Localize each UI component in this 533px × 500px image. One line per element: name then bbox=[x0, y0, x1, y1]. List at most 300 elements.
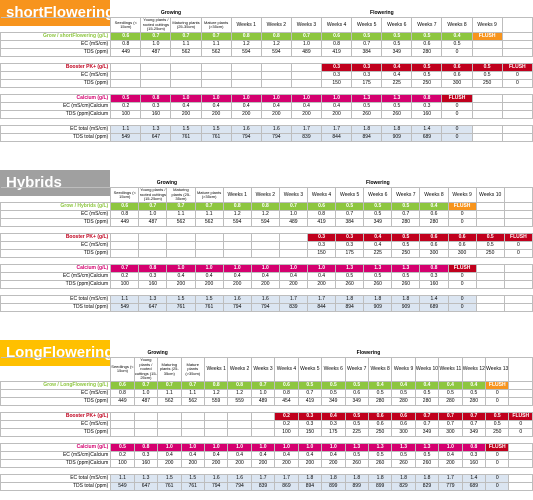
tds2-value bbox=[158, 428, 181, 436]
ect-value: 1.6 bbox=[204, 474, 227, 482]
tdst-value: 647 bbox=[134, 482, 157, 490]
tdst-value: 899 bbox=[345, 482, 368, 490]
calcium-value: 0.8 bbox=[462, 443, 485, 451]
ec3-value bbox=[472, 103, 502, 111]
blank bbox=[1, 180, 111, 188]
grow-value bbox=[476, 203, 504, 211]
booster-value: 0.4 bbox=[364, 234, 392, 242]
week-header: Weeks 10 bbox=[476, 188, 504, 203]
grow-value: 0.4 bbox=[415, 381, 438, 389]
tds1-value: 384 bbox=[352, 49, 382, 57]
ec2-value: 0.3 bbox=[336, 242, 364, 250]
tds2-label: TDS (ppm) bbox=[1, 80, 111, 88]
ect-value: 1.6 bbox=[228, 474, 251, 482]
booster-value: 0.3 bbox=[322, 64, 352, 72]
grow-value: 0.7 bbox=[139, 203, 167, 211]
grow-label: Grow / shortFlowering (g/L) bbox=[1, 33, 111, 41]
ec3-value bbox=[504, 273, 532, 281]
calcium-value: 1.0 bbox=[223, 265, 251, 273]
calcium-value: 1.3 bbox=[336, 265, 364, 273]
ect-label: EC total (mS/cm) bbox=[1, 296, 111, 304]
tds2-value: 300 bbox=[392, 428, 415, 436]
ec2-value: 0 bbox=[504, 242, 532, 250]
ec3-value: 0.4 bbox=[275, 451, 298, 459]
booster-value: 0.6 bbox=[448, 234, 476, 242]
tds3-value: 200 bbox=[307, 281, 335, 289]
tds1-value: 562 bbox=[201, 49, 231, 57]
stage-header: Seedlings (< 15cm) bbox=[111, 358, 134, 382]
tds3-value: 200 bbox=[158, 459, 181, 467]
week-header: Weeks 6 bbox=[322, 358, 345, 382]
ec1-value: 1.0 bbox=[251, 389, 274, 397]
tds1-value: 559 bbox=[204, 397, 227, 405]
ec1-value: 0.6 bbox=[345, 389, 368, 397]
tds1-value: 489 bbox=[291, 49, 321, 57]
tds3-value: 100 bbox=[111, 111, 141, 119]
tdst-value: 0 bbox=[442, 134, 472, 142]
calcium-value: 0.8 bbox=[412, 95, 442, 103]
tds3-value: 200 bbox=[261, 111, 291, 119]
tds3-value: 160 bbox=[420, 281, 448, 289]
ec2-value: 0.3 bbox=[307, 242, 335, 250]
ec2-value: 0.7 bbox=[415, 420, 438, 428]
tds2-value: 150 bbox=[322, 80, 352, 88]
tds1-value: 349 bbox=[382, 49, 412, 57]
booster-value: 0.6 bbox=[420, 234, 448, 242]
tds2-value bbox=[261, 80, 291, 88]
tds3-value: 200 bbox=[298, 459, 321, 467]
ec1-value: 0.6 bbox=[420, 211, 448, 219]
ec3-value bbox=[502, 103, 532, 111]
ec3-value: 0.4 bbox=[251, 273, 279, 281]
tds3-value bbox=[509, 459, 533, 467]
spacer bbox=[1, 258, 533, 265]
ec1-value: 0.5 bbox=[462, 389, 485, 397]
ec3-value: 0.4 bbox=[322, 103, 352, 111]
tds1-value: 487 bbox=[139, 219, 167, 227]
tdst-value: 761 bbox=[158, 482, 181, 490]
tds1-value: 280 bbox=[462, 397, 485, 405]
booster-value bbox=[167, 234, 195, 242]
tdst-value: 761 bbox=[171, 134, 201, 142]
tdst-value: 844 bbox=[307, 304, 335, 312]
tdst-value: 549 bbox=[111, 304, 139, 312]
calcium-value: 1.0 bbox=[322, 443, 345, 451]
week-header: Weeks 7 bbox=[412, 18, 442, 33]
tdst-value: 909 bbox=[364, 304, 392, 312]
tds1-value: 280 bbox=[420, 219, 448, 227]
tds1-value: 489 bbox=[251, 397, 274, 405]
calcium-value: FLUSH bbox=[448, 265, 476, 273]
grow-value: 0.7 bbox=[134, 381, 157, 389]
ec2-value bbox=[231, 72, 261, 80]
tds2-value bbox=[231, 80, 261, 88]
tds2-value: 300 bbox=[420, 250, 448, 258]
ec1-value: 1.2 bbox=[231, 41, 261, 49]
ec1-value: 0.5 bbox=[322, 389, 345, 397]
grow-value: 0.4 bbox=[368, 381, 391, 389]
tds3-value: 160 bbox=[462, 459, 485, 467]
tds3-value bbox=[502, 111, 532, 119]
grow-value: 0.8 bbox=[231, 33, 261, 41]
tds2-value bbox=[251, 250, 279, 258]
week-header: Weeks 8 bbox=[420, 188, 448, 203]
tdst-label: TDS total (ppm) bbox=[1, 134, 111, 142]
tds2-value: 225 bbox=[345, 428, 368, 436]
ec1-value: 0.5 bbox=[368, 389, 391, 397]
booster-value: 0.5 bbox=[472, 64, 502, 72]
tds2-value: 150 bbox=[307, 250, 335, 258]
tds1-value bbox=[476, 219, 504, 227]
booster-value bbox=[251, 412, 274, 420]
stage-header: Mature plants (>35cm) bbox=[195, 188, 223, 203]
tds1-value: 594 bbox=[223, 219, 251, 227]
week-header: Weeks 2 bbox=[261, 18, 291, 33]
ec2-value bbox=[228, 420, 251, 428]
calcium-value: 1.0 bbox=[181, 443, 204, 451]
spacer bbox=[1, 467, 533, 474]
spacer bbox=[1, 436, 533, 443]
blank bbox=[1, 18, 111, 33]
tds2-value: 250 bbox=[476, 250, 504, 258]
tds1-value: 594 bbox=[251, 219, 279, 227]
calcium-value: 0.5 bbox=[111, 443, 134, 451]
ect-value: 1.6 bbox=[231, 126, 261, 134]
grow-value: 0.7 bbox=[279, 203, 307, 211]
ec1-value: 0.8 bbox=[111, 211, 139, 219]
ec1-value: 0.7 bbox=[298, 389, 321, 397]
ec1-value: 0.7 bbox=[336, 211, 364, 219]
grow-value: 0.8 bbox=[204, 381, 227, 389]
tds3-value: 0 bbox=[442, 111, 472, 119]
stage-header: Young plants / rooted cuttings (15-25cm) bbox=[142, 17, 169, 32]
booster-value bbox=[111, 412, 134, 420]
tdst-value: 794 bbox=[204, 482, 227, 490]
ec3-value: 0.3 bbox=[462, 451, 485, 459]
ec2-value: 0.6 bbox=[448, 242, 476, 250]
calcium-value: 1.0 bbox=[171, 95, 201, 103]
ec2-value: 0 bbox=[502, 72, 532, 80]
tds2-value bbox=[167, 250, 195, 258]
ec2-value: 0.5 bbox=[486, 420, 509, 428]
calcium-value: 1.0 bbox=[231, 95, 261, 103]
grow-value: 0.5 bbox=[336, 203, 364, 211]
booster-value: 0.5 bbox=[486, 412, 509, 420]
tds3-value: 200 bbox=[167, 281, 195, 289]
ec1-value: 0.8 bbox=[111, 41, 141, 49]
week-header: Weeks 3 bbox=[279, 188, 307, 203]
grow-value: 0.4 bbox=[462, 381, 485, 389]
tdst-value: 894 bbox=[298, 482, 321, 490]
booster-value: 0.5 bbox=[345, 412, 368, 420]
tds2-value: 300 bbox=[448, 250, 476, 258]
grow-value: 0.5 bbox=[345, 381, 368, 389]
tds1-value: 489 bbox=[279, 219, 307, 227]
ec2-value bbox=[223, 242, 251, 250]
ect-value: 1.8 bbox=[415, 474, 438, 482]
ect-value: 1.5 bbox=[171, 126, 201, 134]
tds3-value: 160 bbox=[139, 281, 167, 289]
ect-value bbox=[509, 474, 533, 482]
schedule-table bbox=[0, 180, 533, 312]
ec1-value: 0.8 bbox=[307, 211, 335, 219]
calcium-value bbox=[502, 95, 532, 103]
tds2-value bbox=[141, 80, 171, 88]
booster-value bbox=[111, 234, 139, 242]
tds2-value: 300 bbox=[439, 428, 462, 436]
grow-value: 0.4 bbox=[392, 381, 415, 389]
booster-value bbox=[291, 64, 321, 72]
tdst-value: 761 bbox=[201, 134, 231, 142]
ec2-value: 0.6 bbox=[420, 242, 448, 250]
grow-value: FLUSH bbox=[448, 203, 476, 211]
week-header: Weeks 10 bbox=[415, 358, 438, 382]
ec1-value: 0.5 bbox=[415, 389, 438, 397]
grow-value: FLUSH bbox=[486, 381, 509, 389]
ec3-value: 0 bbox=[442, 103, 472, 111]
booster-value bbox=[228, 412, 251, 420]
ec3-value: 0.4 bbox=[158, 451, 181, 459]
flowering-header: Flowering bbox=[204, 350, 532, 358]
booster-value: 0.5 bbox=[392, 234, 420, 242]
grow-value: 0.7 bbox=[181, 381, 204, 389]
week-header: Weeks 5 bbox=[352, 18, 382, 33]
ec2-value: 0.5 bbox=[412, 72, 442, 80]
grow-value bbox=[509, 381, 533, 389]
ec3-label: EC (mS/cm)Calcium bbox=[1, 103, 111, 111]
grow-value: 0.7 bbox=[291, 33, 321, 41]
booster-value: 0.7 bbox=[439, 412, 462, 420]
tds3-value: 260 bbox=[345, 459, 368, 467]
tds2-value bbox=[171, 80, 201, 88]
ect-value: 1.6 bbox=[223, 296, 251, 304]
tds2-value bbox=[291, 80, 321, 88]
ec1-value: 1.2 bbox=[228, 389, 251, 397]
ec3-value: 0.5 bbox=[392, 451, 415, 459]
grow-value: 0.7 bbox=[141, 33, 171, 41]
ec3-value: 0.5 bbox=[392, 273, 420, 281]
week-header: Weeks 9 bbox=[392, 358, 415, 382]
stage-header: Maturing plants (25-35cm) bbox=[171, 18, 201, 33]
week-header bbox=[504, 188, 532, 203]
booster-value bbox=[279, 234, 307, 242]
tds3-value: 100 bbox=[111, 281, 139, 289]
booster-value bbox=[134, 412, 157, 420]
tds3-value: 0 bbox=[448, 281, 476, 289]
booster-label: Booster PK+ (g/L) bbox=[1, 412, 111, 420]
spacer bbox=[1, 88, 533, 95]
grow-value: 0.7 bbox=[201, 33, 231, 41]
ec3-value: 0.5 bbox=[415, 451, 438, 459]
spacer bbox=[1, 119, 533, 126]
tds2-value bbox=[111, 250, 139, 258]
ec2-value: 0.2 bbox=[275, 420, 298, 428]
ect-value: 1.7 bbox=[307, 296, 335, 304]
section-title: LongFlowering bbox=[0, 340, 110, 366]
ect-value bbox=[504, 296, 532, 304]
tds2-value: 0 bbox=[509, 428, 533, 436]
ec1-value: 0.5 bbox=[382, 41, 412, 49]
ect-value: 1.7 bbox=[275, 474, 298, 482]
ec2-value bbox=[195, 242, 223, 250]
ect-value: 1.6 bbox=[251, 296, 279, 304]
booster-value bbox=[261, 64, 291, 72]
tds1-value: 349 bbox=[345, 397, 368, 405]
tds1-value: 280 bbox=[412, 49, 442, 57]
tdst-value: 894 bbox=[336, 304, 364, 312]
calcium-value: 0.8 bbox=[420, 265, 448, 273]
ec3-value bbox=[509, 451, 533, 459]
tds1-value bbox=[502, 49, 532, 57]
tds2-value: 100 bbox=[275, 428, 298, 436]
ec2-value: 0 bbox=[509, 420, 533, 428]
tdst-value: 839 bbox=[251, 482, 274, 490]
grow-value: 0.6 bbox=[307, 203, 335, 211]
grow-value: 0.7 bbox=[158, 381, 181, 389]
ec1-label: EC (mS/cm) bbox=[1, 211, 111, 219]
tds1-value: 449 bbox=[111, 219, 139, 227]
grow-value: 0.8 bbox=[228, 381, 251, 389]
tds3-value: 160 bbox=[141, 111, 171, 119]
growing-header: Growing bbox=[111, 10, 231, 18]
ec1-value: 0.7 bbox=[352, 41, 382, 49]
booster-value: 0.7 bbox=[415, 412, 438, 420]
booster-value: 0.3 bbox=[307, 234, 335, 242]
booster-value: 0.4 bbox=[382, 64, 412, 72]
ect-value: 1.8 bbox=[392, 474, 415, 482]
ect-value: 1.7 bbox=[251, 474, 274, 482]
booster-value: 0.5 bbox=[476, 234, 504, 242]
week-header: Weeks 5 bbox=[336, 188, 364, 203]
tds3-value: 200 bbox=[322, 111, 352, 119]
ect-value: 1.1 bbox=[111, 126, 141, 134]
ec3-value: 0.4 bbox=[439, 451, 462, 459]
flowering-header: Flowering bbox=[223, 180, 532, 188]
week-header: Weeks 8 bbox=[368, 358, 391, 382]
tds3-value: 200 bbox=[204, 459, 227, 467]
stage-header: Mature plants (>35cm) bbox=[181, 358, 204, 382]
calcium-value: 1.0 bbox=[251, 443, 274, 451]
tds2-value: 300 bbox=[442, 80, 472, 88]
ect-value bbox=[502, 126, 532, 134]
tds3-value: 200 bbox=[223, 281, 251, 289]
blank bbox=[1, 188, 111, 203]
tds1-label: TDS (ppm) bbox=[1, 49, 111, 57]
tds1-value: 562 bbox=[195, 219, 223, 227]
tds1-value: 449 bbox=[111, 49, 141, 57]
grow-value: 0.6 bbox=[275, 381, 298, 389]
grow-value: 0.4 bbox=[439, 381, 462, 389]
ec2-value bbox=[181, 420, 204, 428]
stage-header: Maturing plants (25-35cm) bbox=[158, 358, 181, 382]
tdst-value bbox=[476, 304, 504, 312]
booster-value bbox=[201, 64, 231, 72]
tds2-value: 175 bbox=[336, 250, 364, 258]
ect-value: 1.8 bbox=[364, 296, 392, 304]
week-header: Weeks 9 bbox=[448, 188, 476, 203]
ect-value: 1.5 bbox=[181, 474, 204, 482]
ec2-value: 0.5 bbox=[392, 242, 420, 250]
tds3-value: 160 bbox=[134, 459, 157, 467]
ect-value: 1.8 bbox=[352, 126, 382, 134]
week-header: Weeks 2 bbox=[228, 358, 251, 382]
ec1-value bbox=[509, 389, 533, 397]
tds3-value: 160 bbox=[412, 111, 442, 119]
grow-value: 0.5 bbox=[322, 381, 345, 389]
tds3-value: 100 bbox=[111, 459, 134, 467]
spacer bbox=[1, 289, 533, 296]
ect-value bbox=[476, 296, 504, 304]
booster-value bbox=[195, 234, 223, 242]
calcium-value: 1.0 bbox=[228, 443, 251, 451]
ec3-value: 0.4 bbox=[322, 451, 345, 459]
grow-value: 0.5 bbox=[364, 203, 392, 211]
tds2-value: 0 bbox=[502, 80, 532, 88]
ec2-value bbox=[261, 72, 291, 80]
tds1-value: 562 bbox=[181, 397, 204, 405]
week-header: Weeks 1 bbox=[223, 188, 251, 203]
tds2-value: 225 bbox=[382, 80, 412, 88]
ec1-value: 0 bbox=[448, 211, 476, 219]
booster-label: Booster PK+ (g/L) bbox=[1, 64, 111, 72]
ec2-value bbox=[204, 420, 227, 428]
booster-value: 0.6 bbox=[392, 412, 415, 420]
tds2-value: 250 bbox=[412, 80, 442, 88]
week-header: Weeks 9 bbox=[472, 18, 502, 33]
ect-value: 1.3 bbox=[139, 296, 167, 304]
tds2-value bbox=[204, 428, 227, 436]
tds1-value: 419 bbox=[298, 397, 321, 405]
tds3-value: 200 bbox=[439, 459, 462, 467]
ec3-value: 0.3 bbox=[412, 103, 442, 111]
tdst-value bbox=[509, 482, 533, 490]
ec3-value: 0.3 bbox=[134, 451, 157, 459]
ec1-label: EC (mS/cm) bbox=[1, 389, 111, 397]
blank bbox=[1, 358, 111, 382]
booster-value: FLUSH bbox=[509, 412, 533, 420]
week-header: Weeks 4 bbox=[322, 18, 352, 33]
calcium-value: 1.0 bbox=[291, 95, 321, 103]
tds3-value: 200 bbox=[279, 281, 307, 289]
calcium-value: 0.8 bbox=[141, 95, 171, 103]
tdst-value bbox=[472, 134, 502, 142]
ec1-value bbox=[502, 41, 532, 49]
grow-value: 0.5 bbox=[392, 203, 420, 211]
tds1-value: 487 bbox=[134, 397, 157, 405]
week-header: Weeks 4 bbox=[275, 358, 298, 382]
ec3-value: 0.5 bbox=[382, 103, 412, 111]
ec2-value bbox=[201, 72, 231, 80]
tds1-value: 562 bbox=[167, 219, 195, 227]
week-header: Weeks 7 bbox=[392, 188, 420, 203]
tds3-value: 260 bbox=[392, 281, 420, 289]
ect-value: 1.1 bbox=[111, 296, 139, 304]
calcium-value: 1.0 bbox=[279, 265, 307, 273]
grow-value: 0.7 bbox=[251, 381, 274, 389]
ec3-value: 0.4 bbox=[181, 451, 204, 459]
tds1-value: 0 bbox=[442, 49, 472, 57]
booster-value bbox=[181, 412, 204, 420]
tds3-value: 200 bbox=[231, 111, 261, 119]
ec2-value: 0.5 bbox=[345, 420, 368, 428]
tdst-value bbox=[502, 134, 532, 142]
calcium-value: 0.8 bbox=[139, 265, 167, 273]
tds3-value: 200 bbox=[251, 459, 274, 467]
booster-value: 0.3 bbox=[352, 64, 382, 72]
ect-label: EC total (mS/cm) bbox=[1, 126, 111, 134]
week-header: Weeks 5 bbox=[298, 358, 321, 382]
calcium-value: 1.0 bbox=[204, 443, 227, 451]
